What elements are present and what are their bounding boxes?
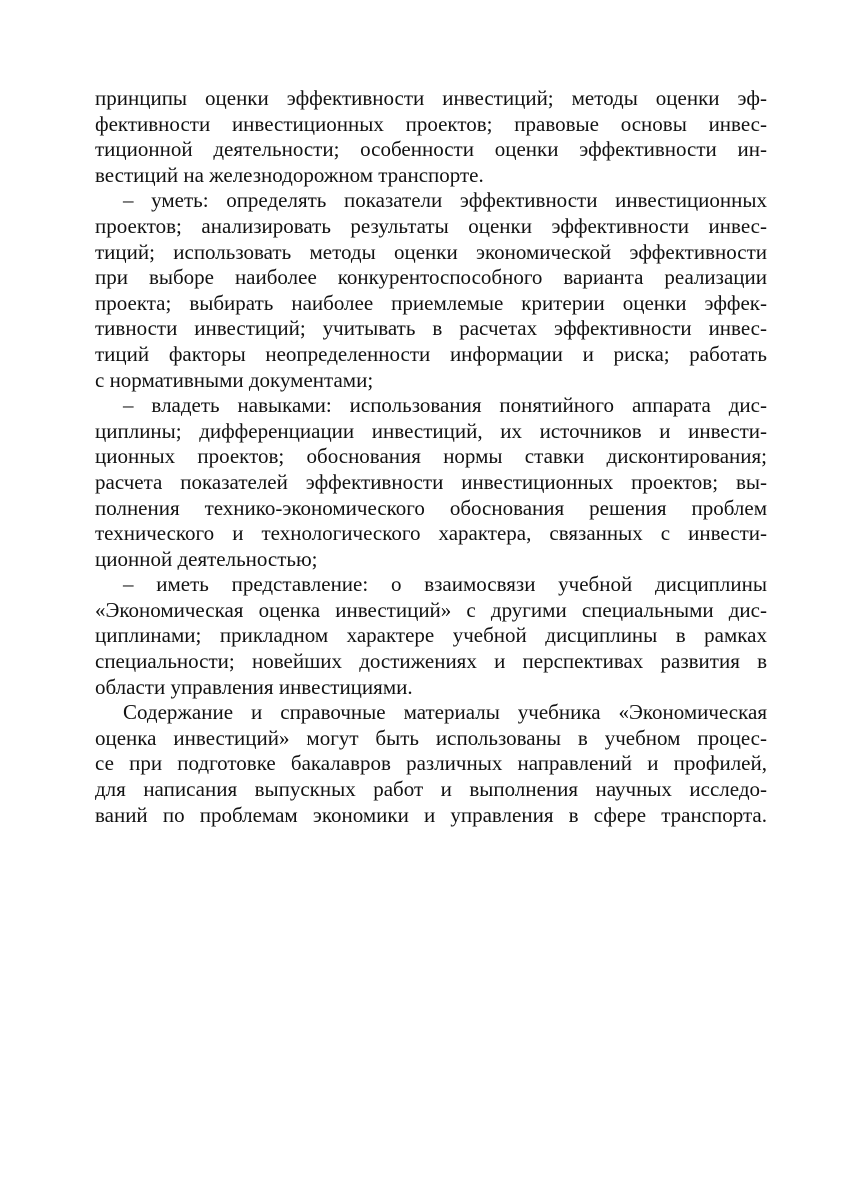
text-line: ционных проектов; обоснования нормы ставки дисконтирования; (95, 444, 767, 469)
text-line: расчета показателей эффективности инвестиционных проектов; вы- (95, 469, 767, 494)
paragraph-knowledge-continuation (95, 86, 767, 188)
text-line: – иметь представление: о взаимосвязи учебной дисциплины (123, 572, 767, 597)
text-line: с нормативными документами; (95, 367, 374, 392)
text-line: области управления инвестициями. (95, 674, 413, 699)
text-line: при выборе наиболее конкурентоспособного варианта реализации (95, 265, 767, 290)
text-line: проекта; выбирать наиболее приемлемые критерии оценки эффек- (95, 290, 767, 315)
text-line: Содержание и справочные материалы учебника «Экономическая (123, 700, 767, 725)
text-line: тивности инвестиций; учитывать в расчетах эффективности инвес- (95, 316, 767, 341)
text-line: тиционной деятельности; особенности оценки эффективности ин- (95, 137, 767, 162)
text-line: проектов; анализировать результаты оценки эффективности инвес- (95, 213, 767, 238)
text-line: ционной деятельностью; (95, 546, 318, 571)
text-line: тиций факторы неопределенности информации и риска; работать (95, 341, 767, 366)
text-line: принципы оценки эффективности инвестиций; методы оценки эф- (95, 86, 767, 110)
text-line: ваний по проблемам экономики и управления в сфере транспорта. (95, 802, 767, 827)
text-line: полнения технико-экономического обоснования решения проблем (95, 495, 767, 520)
text-line: – уметь: определять показатели эффективности инвестиционных (123, 188, 767, 213)
text-line: «Экономическая оценка инвестиций» с другими специальными дис- (95, 597, 767, 622)
text-line: циплины; дифференциации инвестиций, их источников и инвести- (95, 418, 767, 443)
text-line: се при подготовке бакалавров различных направлений и профилей, (95, 751, 767, 776)
paragraph-skills (95, 188, 767, 393)
text-line: специальности; новейших достижениях и перспективах развития в (95, 649, 767, 674)
paragraph-usage (95, 700, 767, 828)
text-line: технического и технологического характера, связанных с инвести- (95, 521, 767, 546)
text-line: тиций; использовать методы оценки экономической эффективности (95, 239, 767, 264)
text-line: оценка инвестиций» могут быть использованы в учебном процес- (95, 725, 767, 750)
text-line: фективности инвестиционных проектов; правовые основы инвес- (95, 111, 767, 136)
document-page (95, 86, 767, 828)
text-line: вестиций на железнодорожном транспорте. (95, 162, 484, 187)
text-line: циплинами; прикладном характере учебной дисциплины в рамках (95, 623, 767, 648)
text-line: – владеть навыками: использования понятийного аппарата дис- (123, 393, 767, 418)
text-line: для написания выпускных работ и выполнения научных исследо- (95, 777, 767, 802)
paragraph-abilities (95, 393, 767, 572)
paragraph-understanding (95, 572, 767, 700)
